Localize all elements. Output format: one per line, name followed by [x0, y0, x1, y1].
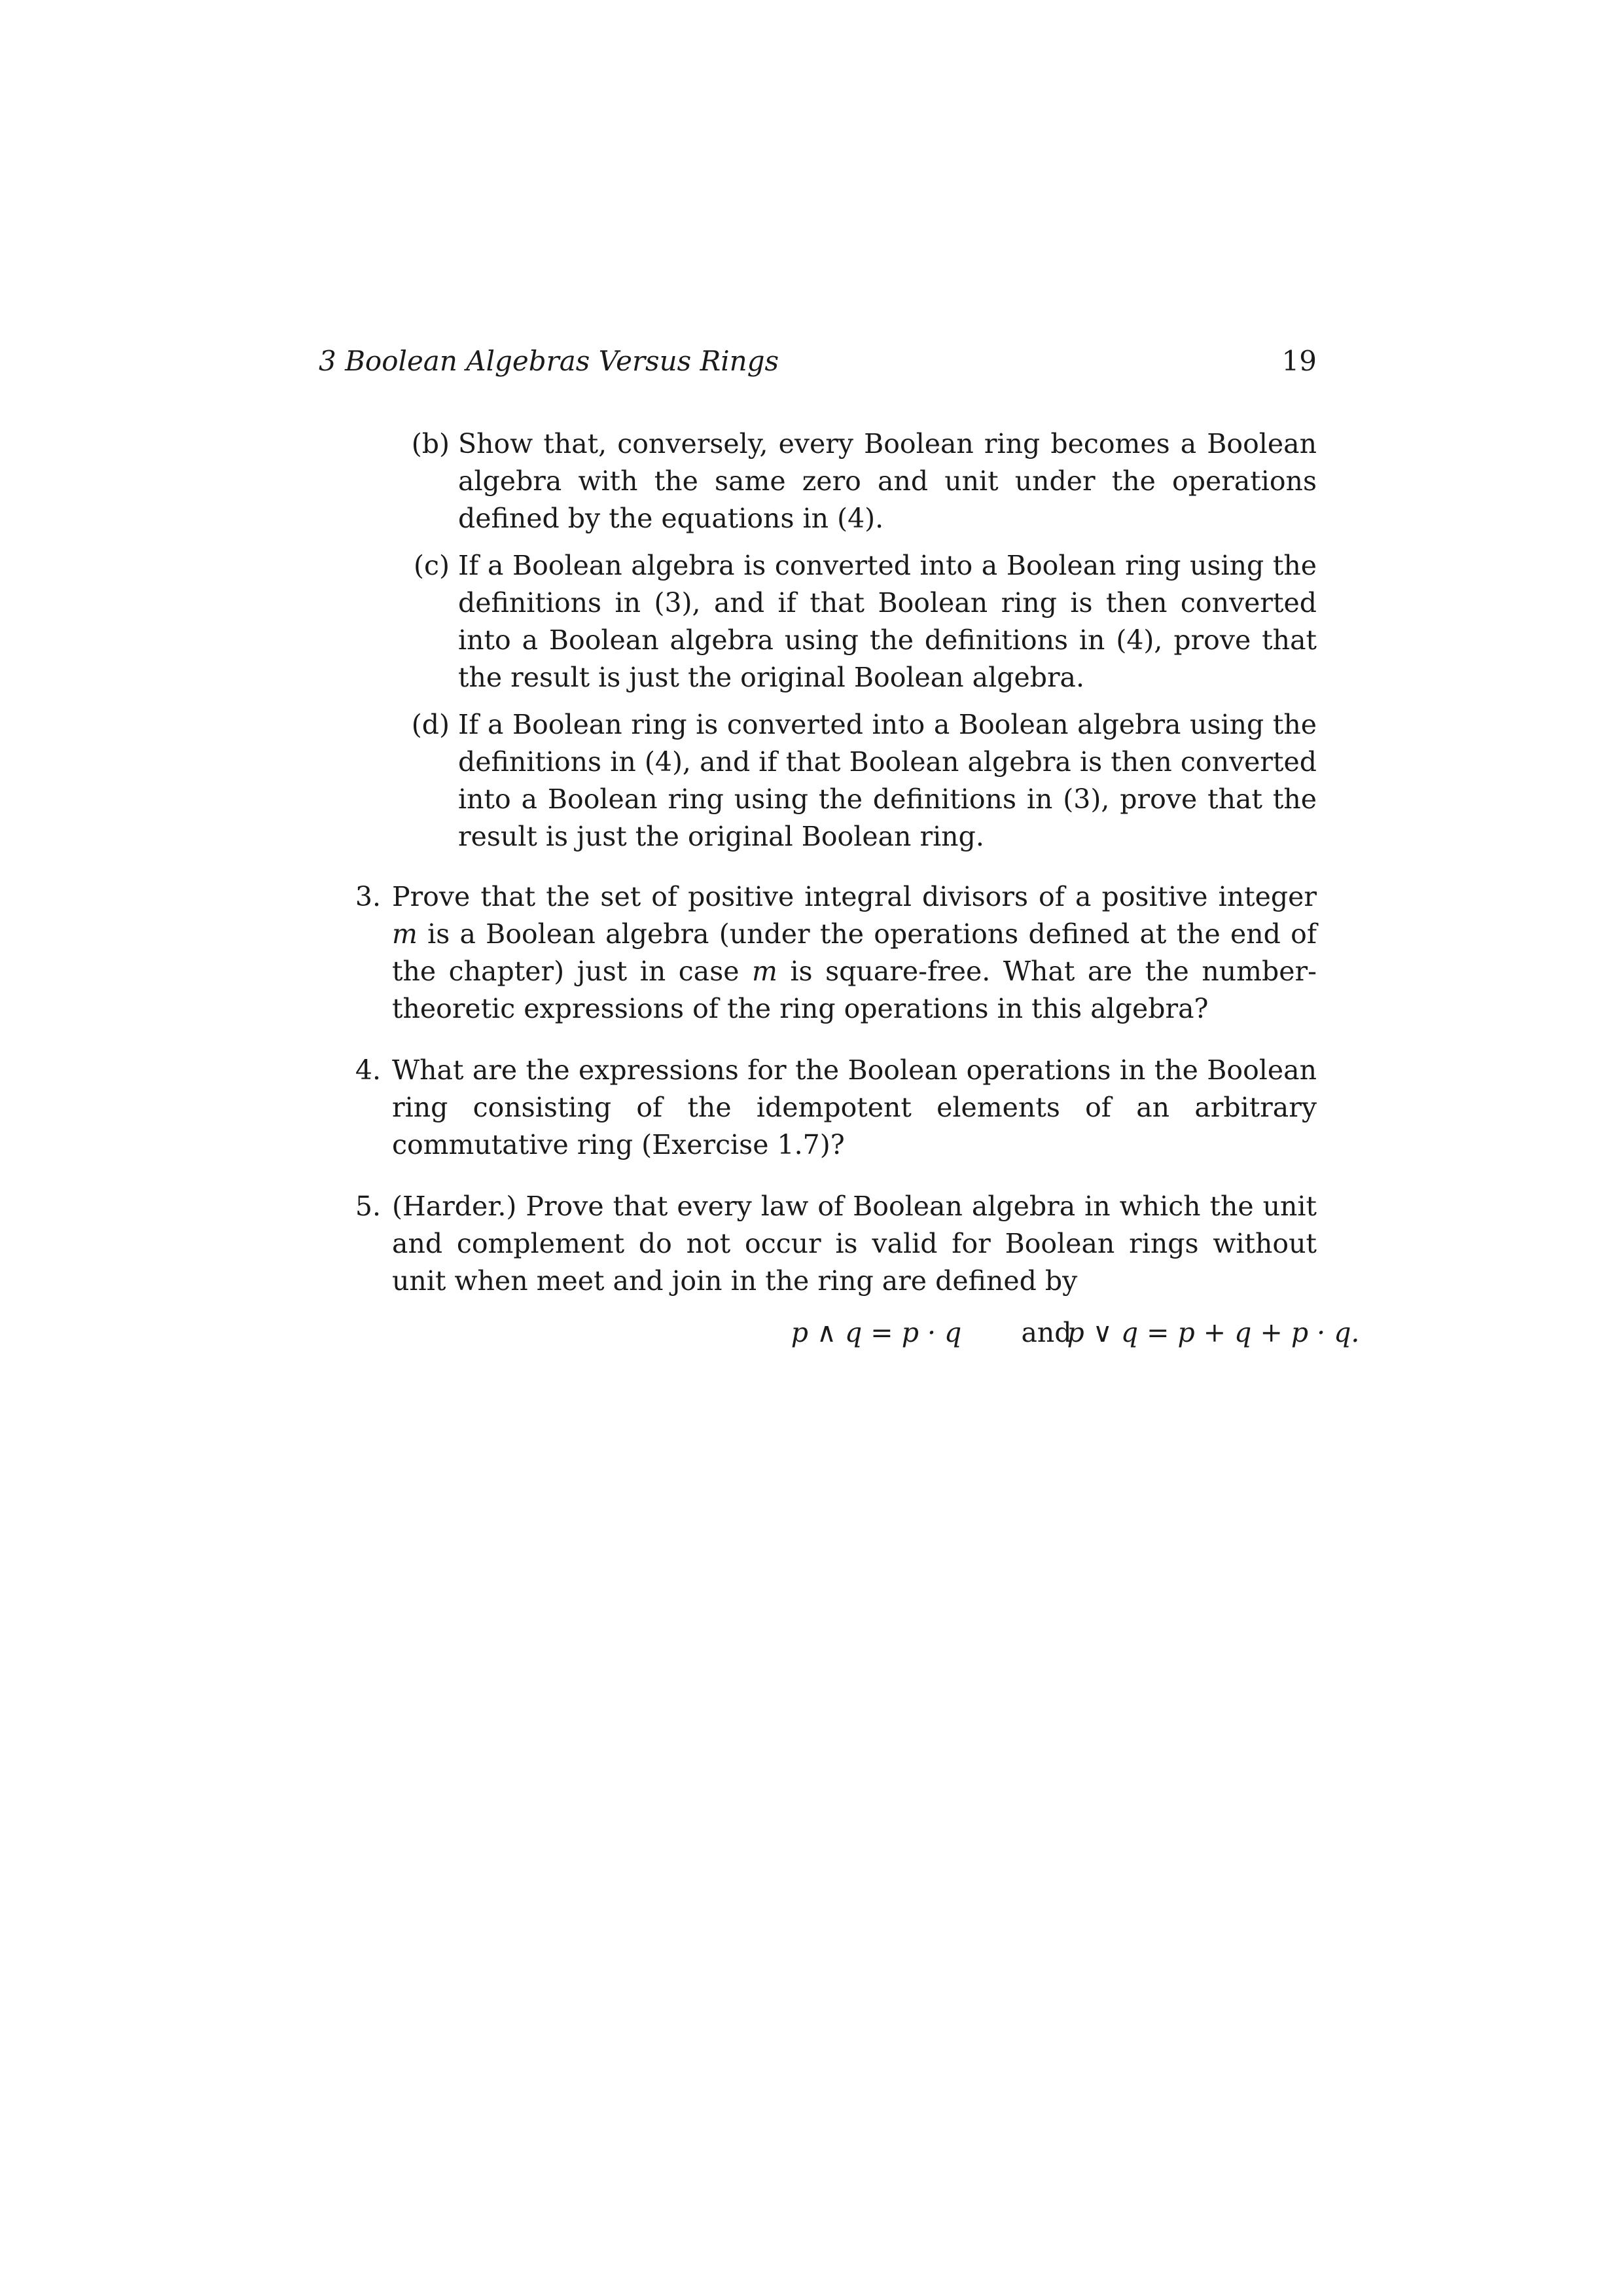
math-variable-m: m — [752, 956, 777, 987]
sub-exercise-label: (d) — [411, 709, 450, 740]
exercise-label: 5. — [355, 1191, 381, 1222]
exercise-label: 4. — [355, 1054, 381, 1086]
sub-exercise-b — [319, 425, 1317, 537]
exercise-4 — [319, 1052, 1317, 1164]
math-variable-m: m — [392, 918, 418, 950]
equation-connector: and — [1021, 1317, 1072, 1348]
exercise-list — [319, 425, 1360, 1376]
sub-exercise-text: If a Boolean algebra is converted into a Boolean ring using the definitions in (3), and if that Boolean ring is then converted into a Boolean algebra using the definitions in (4), prove that the result is just the original Boolean algebra. — [458, 550, 1317, 693]
sub-exercise-text: If a Boolean ring is converted into a Boolean algebra using the definitions in (4), and if that Boolean algebra is then converted into a Boolean ring using the definitions in (3), prove that the result is just the original Boolean ring. — [458, 709, 1317, 852]
exercise-5 — [319, 1188, 1360, 1352]
sub-exercise-label: (c) — [414, 550, 450, 581]
running-title: 3 Boolean Algebras Versus Rings — [319, 345, 779, 377]
exercise-text-part: Prove that the set of positive integral divisors of a positive integer — [392, 881, 1317, 912]
sub-exercise-list — [319, 425, 1317, 855]
sub-exercise-c — [319, 547, 1317, 696]
sub-exercise-text: Show that, conversely, every Boolean ring becomes a Boolean algebra with the same zero and unit under the operations defined by the equations in (4). — [458, 428, 1317, 534]
exercise-text-part: is a Boolean algebra (under the operations defined at the end of the chapter) just in case — [392, 918, 1317, 987]
exercise-text: What are the expressions for the Boolean operations in the Boolean ring consisting of the idempotent elements of an arbitrary commutative ring (Exercise 1.7)? — [392, 1054, 1317, 1160]
sub-exercise-label: (b) — [411, 428, 450, 459]
exercise-text: (Harder.) Prove that every law of Boolean algebra in which the unit and complement do not occur is valid for Boolean rings without unit when meet and join in the ring are defined by — [392, 1191, 1317, 1297]
running-head — [319, 342, 1317, 381]
equation-join: p ∨ q = p + q + p · q. — [1067, 1317, 1360, 1348]
exercise-text-part: is square-free. What are the number-theoretic expressions of the ring operations in this algebra? — [392, 956, 1317, 1024]
sub-exercise-d — [319, 706, 1317, 855]
display-equation — [392, 1314, 1360, 1352]
exercise-3 — [319, 878, 1317, 1028]
page-number: 19 — [1281, 345, 1317, 377]
exercise-label: 3. — [355, 881, 381, 912]
equation-meet: p ∧ q = p · q — [791, 1317, 962, 1348]
